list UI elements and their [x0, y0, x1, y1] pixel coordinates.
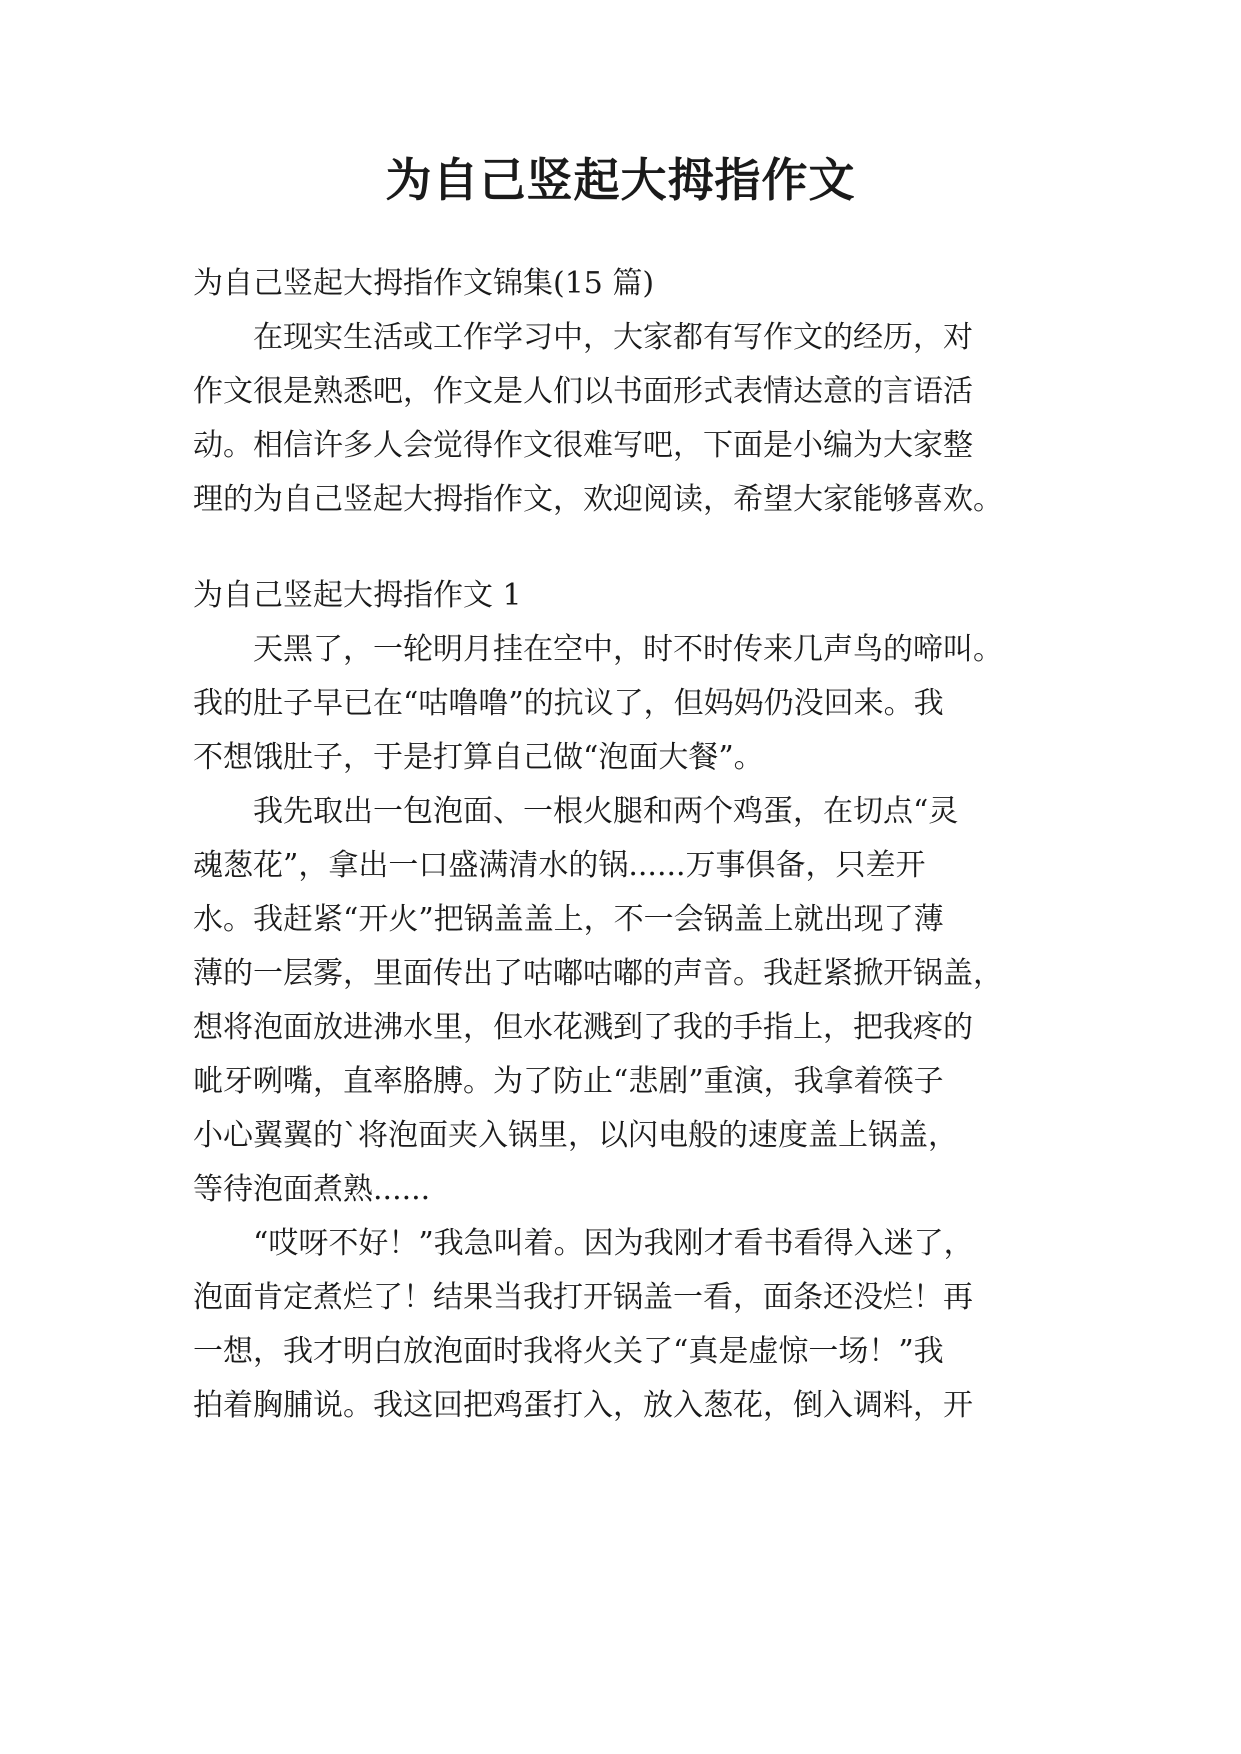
essay-line: 小心翼翼的`将泡面夹入锅里，以闪电般的速度盖上锅盖，	[193, 1118, 958, 1153]
essay-line: “哎呀不好！”我急叫着。因为我刚才看书看得入迷了，	[193, 1226, 974, 1261]
essay-line: 魂葱花”，拿出一口盛满清水的锅......万事俱备，只差开	[193, 848, 926, 883]
essay-heading: 为自己竖起大拇指作文 1	[193, 578, 522, 613]
intro-line: 理的为自己竖起大拇指作文，欢迎阅读，希望大家能够喜欢。	[193, 482, 1003, 517]
essay-line: 水。我赶紧“开火”把锅盖盖上，不一会锅盖上就出现了薄	[193, 902, 944, 937]
essay-line: 天黑了，一轮明月挂在空中，时不时传来几声鸟的啼叫。	[193, 632, 1003, 667]
essay-line: 泡面肯定煮烂了！结果当我打开锅盖一看，面条还没烂！再	[193, 1280, 973, 1315]
essay-line: 等待泡面煮熟......	[193, 1172, 431, 1207]
collection-heading: 为自己竖起大拇指作文锦集(15 篇)	[193, 266, 655, 301]
essay-line: 我先取出一包泡面、一根火腿和两个鸡蛋，在切点“灵	[193, 794, 959, 829]
document-title: 为自己竖起大拇指作文	[385, 153, 856, 207]
essay-line: 不想饿肚子，于是打算自己做“泡面大餐”。	[193, 740, 764, 775]
essay-line: 呲牙咧嘴，直率胳膊。为了防止“悲剧”重演，我拿着筷子	[193, 1064, 944, 1099]
essay-line: 薄的一层雾，里面传出了咕嘟咕嘟的声音。我赶紧掀开锅盖，	[193, 956, 1003, 991]
essay-line: 我的肚子早已在“咕噜噜”的抗议了，但妈妈仍没回来。我	[193, 686, 944, 721]
intro-line: 在现实生活或工作学习中，大家都有写作文的经历，对	[193, 320, 973, 355]
essay-line: 一想，我才明白放泡面时我将火关了“真是虚惊一场！”我	[193, 1334, 944, 1369]
essay-line: 拍着胸脯说。我这回把鸡蛋打入，放入葱花，倒入调料，开	[193, 1388, 973, 1423]
intro-line: 作文很是熟悉吧，作文是人们以书面形式表情达意的言语活	[193, 374, 973, 409]
essay-line: 想将泡面放进沸水里，但水花溅到了我的手指上，把我疼的	[193, 1010, 973, 1045]
intro-line: 动。相信许多人会觉得作文很难写吧，下面是小编为大家整	[193, 428, 973, 463]
